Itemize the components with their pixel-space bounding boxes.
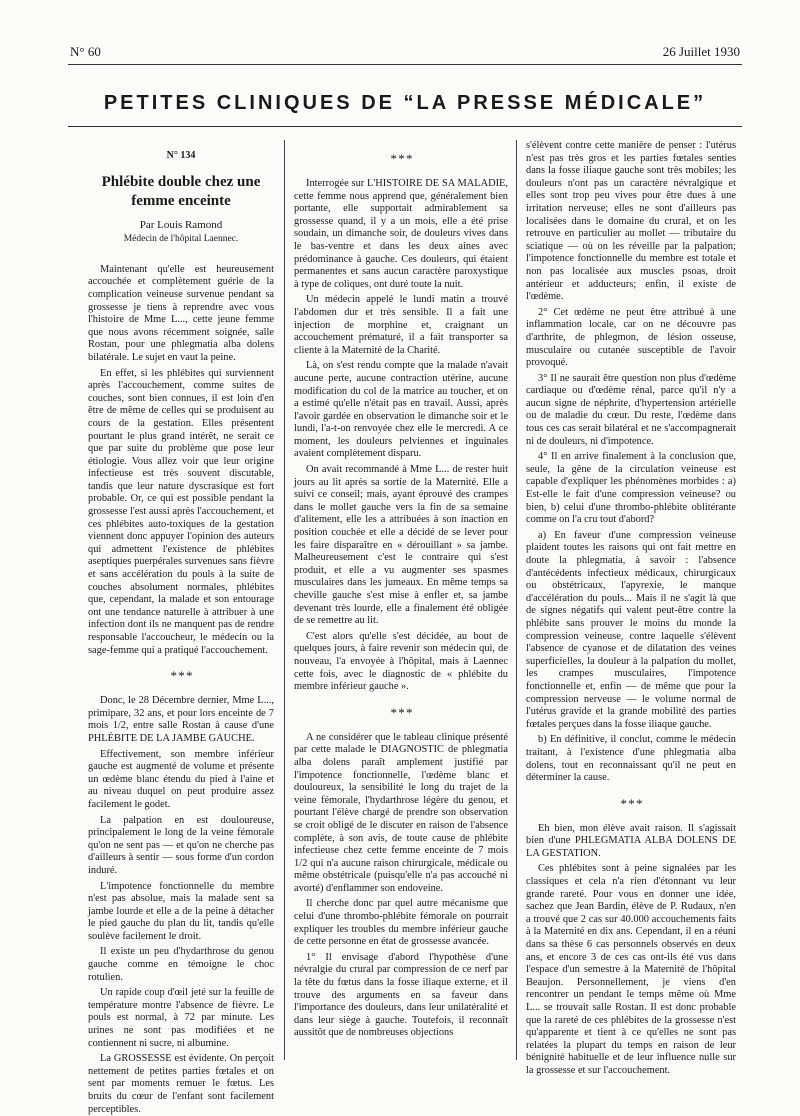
column-2 bbox=[294, 140, 508, 1060]
paragraph: Effectivement, son membre inférieur gauche est augmenté de volume et présente un œdème blanc étendu du pied à l'aine et au niveau duquel on peut produire assez facilement le godet. bbox=[88, 748, 274, 810]
section-separator: * * * bbox=[390, 704, 412, 720]
paragraph: s'élèvent contre cette manière de penser : l'utérus n'est pas très gros et les parties fœtales senties dans la fosse iliaque gauche sont très mobiles; les douleurs n'ont pas un caractère névralgique et elles sont trop peu vives pour être dues à une irritation nerveuse; elles ne sont d'ailleurs pas localisées dans le domaine du crural, et on les retrouve en particulier au mollet — tributaire du sciatique — où on les réveille par la palpation; l'impotence fonctionnelle du membre est totale et non pas localisée aux muscles psoas, droit antérieur et adducteurs; enfin, il existe de l'œdème. bbox=[526, 140, 736, 303]
paragraph: Ces phlébites sont à peine signalées par les classiques et cela n'a rien d'étonnant vu leur grande rareté. Pour vous en donner une idée, sachez que Jean Bardin, élève de P. Rudaux, n'en a trouvé que 2 cas sur 40.000 accouchements faits à la Maternité en dix ans. Cependant, il en a réuni dans sa thèse 6 cas personnels observés en deux ans, et encore 3 de ces cas ont-ils été vus dans l'espace d'un semestre à la Maternité de l'hôpital Beaujon. Personnellement, je viens d'en rencontrer un pendant le temps même où Mme L... se trouvait salle Rostan. Il est donc probable que la rareté de ces phlébites de la grossesse n'est qu'apparente et tient à ce qu'elles ne sont pas relatées la plupart du temps en raison de leur bénignité habituelle et de leur influence nulle sur la grossesse et sur l'accouchement. bbox=[526, 863, 736, 1076]
paragraph: Il existe un peu d'hydarthrose du genou gauche comme en témoigne le choc rotulien. bbox=[88, 946, 274, 983]
paragraph: On avait recommandé à Mme L... de rester huit jours au lit après sa sortie de la Maternité. Elle a suivi ce conseil; mais, ayant éprouvé des crampes dans le mollet gauche vers la fin de sa semaine d'alitement, elle les a attribuées à son inaction en position couchée et elle a décidé de se lever pour les faire disparaître en « dérouillant » sa jambe. Malheureusement c'est le contraire qui s'est produit, et elle a vu augmenter ses spasmes musculaires dans les jumeaux. En même temps sa cheville gauche s'est mise à enfler et, sa jambe devenant très lourde, elle a finalement été obligée de se remettre au lit. bbox=[294, 464, 508, 627]
section-separator: * * * bbox=[390, 151, 412, 166]
paragraph: En effet, si les phlébites qui surviennent après l'accouchement, comme suites de couches, sont bien connues, il est loin d'en être de même de celles qui se produisent au cours de la gestation. Elles présentent pourtant le plus grand intérêt, ne serait ce que par suite du problème que pose leur étiologie. Vous allez voir que leur origine infectieuse est très souvent discutable, tandis que leur nature dyscrasique est fort probable. Or, ce qui est possible pendant la grossesse l'est aussi après l'accouchement, et ces phlébites auto-toxiques de la gestation viennent donc appuyer l'opinion des auteurs qui admettent l'existence de phlébites aseptiques puerpérales survenues sans fièvre et sans accélération du pouls à la suite de couches absolument normales, phlébites que, cependant, la malade et son entourage ont une tendance naturelle à attribuer à une infection dont ils ne manquent pas de rendre responsable l'accoucheur, le médecin ou la sage-femme qui a pratiqué l'accouchement. bbox=[88, 367, 274, 656]
paragraph: b) En définitive, il conclut, comme le médecin traitant, à l'existence d'une phlegmatia alba dolens, tout en reconnaissant qu'il ne peut en déterminer la cause. bbox=[526, 734, 736, 784]
paragraph: 1° Il envisage d'abord l'hypothèse d'une névralgie du crural par compression de ce nerf par la tête du fœtus dans la fosse iliaque externe, et il trouve des arguments en sa faveur dans l'importance des douleurs, dans leur unilatéralité et dans leur siège à gauche. Toutefois, il reconnaît aussitôt que de nombreuses objections bbox=[294, 951, 508, 1039]
top-rule bbox=[68, 64, 742, 65]
column-1 bbox=[88, 140, 274, 1115]
section-separator: * * * bbox=[620, 795, 642, 811]
article-title: Phlébite double chez une femme enceinte bbox=[101, 173, 261, 209]
author-affiliation: Médecin de l'hôpital Laennec. bbox=[123, 234, 239, 245]
paragraph: C'est alors qu'elle s'est décidée, au bout de quelques jours, à faire revenir son médecin qui, de nouveau, l'a envoyée à l'hôpital, mais à Laennec cette fois, avec le diagnostic de « phlébite du membre inférieur gauche ». bbox=[294, 630, 508, 693]
paragraph: 4° Il en arrive finalement à la conclusion que, seule, la gêne de la circulation veineuse est capable d'expliquer les phénomènes morbides : a) Est-elle le fait d'une compression veineuse? ou bien, b) celui d'une thrombo-phlébite oblitérante comme on l'a cru tout d'abord? bbox=[526, 451, 736, 526]
paragraph: La GROSSESSE est évidente. On perçoit nettement de petites parties fœtales et on sent par moments remuer le fœtus. Les bruits du cœur de l'enfant sont facilement perceptibles. bbox=[88, 1053, 274, 1115]
paragraph: A ne considérer que le tableau clinique présenté par cette malade le DIAGNOSTIC de phlegmatia alba dolens paraît amplement justifié par l'impotence fonctionnelle, l'œdème blanc et douloureux, la sensibilité le long du trajet de la veine fémorale, l'hydarthrose légère du genou, et pourtant l'élève chargé de prendre son observation se croit obligé de le discuter en raison de l'absence complète, à son avis, de toute cause de phlébite infectieuse chez cette femme enceinte de 7 mois 1/2 qui n'a aucune raison chirurgicale, médicale ou même obstétricale (puisqu'elle n'a pas accouché ni avorté) d'enflammer son endoveine. bbox=[294, 731, 508, 894]
column-divider bbox=[516, 140, 517, 1060]
masthead: PETITES CLINIQUES DE “LA PRESSE MÉDICALE” bbox=[103, 92, 707, 114]
paragraph: L'impotence fonctionnelle du membre n'est pas absolue, mais la malade sent sa jambe lourde et elle a de la peine à détacher le pied gauche du plan du lit, tandis qu'elle soulève facilement le droit. bbox=[88, 880, 274, 942]
paragraph: La palpation en est douloureuse, principalement le long de la veine fémorale qu'on ne sent pas — et qu'on ne cherche pas d'ailleurs à sentir — sous forme d'un cordon induré. bbox=[88, 814, 274, 876]
paragraph: Un rapide coup d'œil jeté sur la feuille de température montre l'absence de fièvre. Le pouls est normal, à 72 par minute. Les urines ne sont pas modifiées et ne contiennent ni sucre, ni albumine. bbox=[88, 987, 274, 1049]
paragraph: a) En faveur d'une compression veineuse plaident toutes les raisons qui ont fait mettre en doute la phlegmatia, à savoir : l'absence d'antécédents infectieux médicaux, chirurgicaux ou obstétricaux, l'apyrexie, le manque d'accélération du pouls... Mais il ne s'agit là que de signes négatifs qui valent peut-être contre la phlébite sans prouver le moins du monde la compression veineuse, contre laquelle s'élèvent l'absence de cyanose et de dilatation des veines superficielles, la douleur à la palpation du mollet, les crampes musculaires, l'impotence fonctionnelle et, enfin — de même que pour la compression nerveuse — le volume normal de l'utérus gravide et la grande mobilité des parties fœtales perçues dans la fosse iliaque gauche. bbox=[526, 529, 736, 730]
paragraph: Il cherche donc par quel autre mécanisme que celui d'une thrombo-phlébite fémorale on pourrait expliquer les troubles du membre inférieur gauche de cette personne en état de grossesse avancée. bbox=[294, 898, 508, 948]
issue-number: N° 60 bbox=[70, 44, 101, 59]
paragraph: Donc, le 28 Décembre dernier, Mme L..., primipare, 32 ans, et pour lors enceinte de 7 mois 1/2, entre salle Rostan à cause d'une PHLÉBITE DE LA JAMBE GAUCHE. bbox=[88, 695, 274, 744]
paragraph: Maintenant qu'elle est heureusement accouchée et complètement guérie de la complication veineuse survenue pendant sa grossesse je tiens à reprendre avec vous l'histoire de Mme L..., cette jeune femme que nous avons récemment soignée, salle Rostan, pour une phlegmatia alba dolens bilatérale. Le sujet en vaut la peine. bbox=[88, 263, 274, 363]
article-byline: Par Louis Ramond bbox=[139, 218, 223, 231]
paragraph: Interrogée sur L'HISTOIRE DE SA MALADIE, cette femme nous apprend que, généralement bien portante, elle supportait admirablement sa grossesse quand, il y a un mois, elle a été prise soudain, un dimanche soir, de douleurs vives dans le bas-ventre et dans les deux aines avec prédominance à gauche. Ces douleurs, qui étaient permanentes et sans aucun caractère paroxystique à type de coliques, ont duré toute la nuit. bbox=[294, 178, 508, 290]
paragraph: 2° Cet œdème ne peut être attribué à une inflammation locale, car on ne découvre pas d'arthrite, de phlegmon, de lésion osseuse, musculaire ou cutanée susceptible de l'avoir provoqué. bbox=[526, 306, 736, 369]
section-separator: * * * bbox=[170, 668, 192, 684]
paragraph: Là, on s'est rendu compte que la malade n'avait aucune perte, aucune contraction utérine, aucune modification du col de la matrice au toucher, et on a estimé qu'elle n'était pas en travail. Aussi, après l'avoir gardée en observation le dimanche soir et le lundi, l'a-t-on renvoyée chez elle le mercredi. A ce moment, les douleurs pelviennes et inguinales avaient complètement disparu. bbox=[294, 360, 508, 460]
column-3 bbox=[526, 140, 736, 1076]
issue-date: 26 Juillet 1930 bbox=[662, 44, 740, 59]
paragraph: Eh bien, mon élève avait raison. Il s'agissait bien d'une PHLEGMATIA ALBA DOLENS DE LA GESTATION. bbox=[526, 822, 736, 859]
article-number: N° 134 bbox=[166, 150, 196, 161]
paragraph: 3° Il ne saurait être question non plus d'œdème cardiaque ou d'œdème rénal, parce qu'il n'y a aucun signe de néphrite, d'hypertension artérielle ou de maladie du cœur. Du reste, l'œdème dans tous ces cas serait bilatéral et ne s'accompagnerait ni de douleurs, ni d'impotence. bbox=[526, 372, 736, 447]
column-divider bbox=[284, 140, 285, 1060]
paragraph: Un médecin appelé le lundi matin a trouvé l'abdomen dur et très sensible. Il a fait une injection de morphine et, craignant un accouchement prématuré, il a fait transporter sa cliente à la Maternité de la Charité. bbox=[294, 294, 508, 356]
masthead-rule bbox=[68, 126, 742, 127]
